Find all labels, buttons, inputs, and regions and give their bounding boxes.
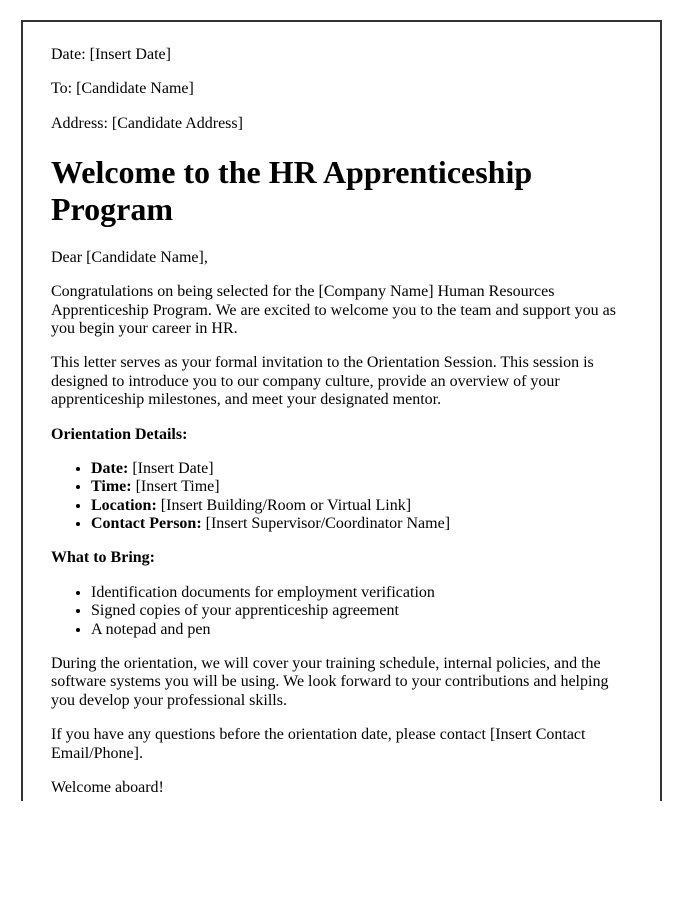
list-item-signed-copies: • Signed copies of your apprenticeship agreement (91, 602, 632, 620)
section-heading-what-to-bring: What to Bring: (51, 549, 155, 567)
meta-line-date: Date: [Insert Date] (51, 46, 171, 63)
list-item-identification: • Identification documents for employment verification (91, 584, 632, 602)
list-item-orientation-date (91, 460, 632, 478)
list-item-label: Date: (91, 459, 129, 477)
welcome-aboard-line: Welcome aboard! (51, 778, 164, 796)
list-item-label: Time: (91, 478, 132, 496)
congratulations-paragraph: Congratulations on being selected for the [Company Name] Human Resources Apprenticeship Program. We are excited to welcome you to the team and support you as you begin your career in HR. (51, 283, 616, 337)
questions-contact-paragraph: If you have any questions before the orientation date, please contact [Insert Contact Email/Phone]. (51, 726, 586, 762)
list-item-value: [Insert Time] (135, 478, 220, 496)
list-item-label: Location: (91, 496, 157, 514)
letter-page (21, 20, 662, 801)
list-item-orientation-contact (91, 515, 632, 533)
salutation: Dear [Candidate Name], (51, 248, 208, 266)
list-item-label: Contact Person: (91, 515, 202, 533)
what-to-bring-list (51, 584, 632, 639)
invitation-paragraph: This letter serves as your formal invitation to the Orientation Session. This session is designed to introduce you to our company culture, provide an overview of your apprenticeship milestones, and meet your designated mentor. (51, 354, 594, 409)
orientation-coverage-paragraph: During the orientation, we will cover your training schedule, internal policies, and the software systems you will be using. We look forward to your contributions and helping you develop your professional skills. (51, 655, 609, 709)
list-item-value: [Insert Supervisor/Coordinator Name] (205, 515, 451, 533)
meta-line-address: Address: [Candidate Address] (51, 114, 243, 132)
list-item-orientation-location (91, 497, 632, 515)
orientation-details-list (51, 460, 632, 534)
list-item-orientation-time (91, 478, 632, 496)
section-heading-orientation-details: Orientation Details: (51, 425, 188, 443)
list-item-notepad: • A notepad and pen (91, 621, 632, 639)
meta-line-to: To: [Candidate Name] (51, 80, 194, 98)
list-item-value: [Insert Date] (132, 459, 214, 477)
list-item-value: [Insert Building/Room or Virtual Link] (160, 496, 412, 514)
letter-title: Welcome to the HR Apprenticeship Program (51, 154, 533, 227)
